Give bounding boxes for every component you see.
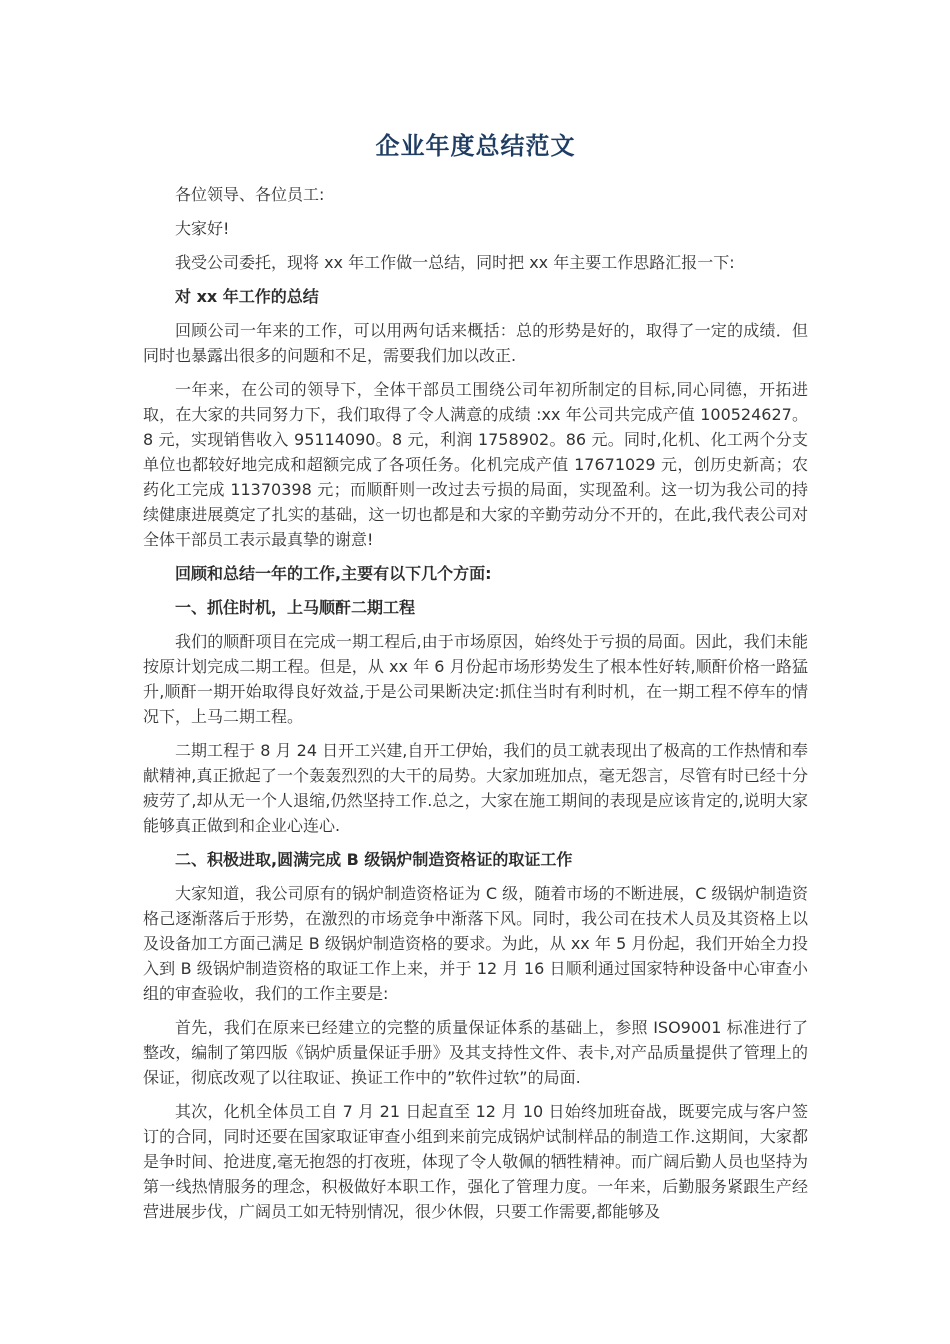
greeting-paragraph: 各位领导、各位员工: (175, 185, 325, 204)
body-paragraph: 大家知道，我公司原有的锅炉制造资格证为 C 级，随着市场的不断进展，C 级锅炉制造资格己逐渐落后于形势，在激烈的市场竞争中渐落下风。同时，我公司在技术人员及其资格上以及设备加工方面己满足 B 级锅炉制造资格的要求。为此，从 xx 年 5 月份起，我们开始全力投入到 B 级锅炉制造资格的取证工作上来，并于 12 月 16 日顺利通过国家特种设备中心审查小组的审查验收，我们的工作主要是: (143, 884, 808, 1003)
body-paragraph: 我们的顺酐项目在完成一期工程后,由于市场原因，始终处于亏损的局面。因此，我们未能按原计划完成二期工程。但是，从 xx 年 6 月份起市场形势发生了根本性好转,顺酐价格一路猛升,顺酐一期开始取得良好效益,于是公司果断决定:抓住当时有利时机，在一期工程不停车的情况下，上马二期工程。 (143, 632, 808, 726)
section-heading: 一、抓住时机，上马顺酐二期工程 (175, 598, 416, 617)
section-heading: 二、积极进取,圆满完成 B 级锅炉制造资格证的取证工作 (175, 850, 573, 869)
body-paragraph: 首先，我们在原来已经建立的完整的质量保证体系的基础上，参照 ISO9001 标准进行了整改，编制了第四版《锅炉质量保证手册》及其支持性文件、表卡,对产品质量提供了管理上的保证，彻底改观了以往取证、换证工作中的”软件过软”的局面. (143, 1018, 808, 1087)
document-body (143, 182, 808, 1224)
body-paragraph: 二期工程于 8 月 24 日开工兴建,自开工伊始，我们的员工就表现出了极高的工作热情和奉献精神,真正掀起了一个轰轰烈烈的大干的局势。大家加班加点，毫无怨言，尽管有时已经十分疲劳了,却从无一个人退缩,仍然坚持工作.总之，大家在施工期间的表现是应该肯定的,说明大家能够真正做到和企业心连心. (143, 741, 808, 835)
intro-paragraph: 我受公司委托，现将 xx 年工作做一总结，同时把 xx 年主要工作思路汇报一下: (175, 253, 735, 272)
document-title: 企业年度总结范文 (375, 132, 576, 160)
document-page (143, 128, 808, 1224)
section-heading: 回顾和总结一年的工作,主要有以下几个方面: (175, 564, 492, 583)
body-paragraph: 其次，化机全体员工自 7 月 21 日起直至 12 月 10 日始终加班奋战，既要完成与客户签订的合同，同时还要在国家取证审查小组到来前完成锅炉试制样品的制造工作.这期间，大家都是争时间、抢进度,毫无抱怨的打夜班，体现了令人敬佩的牺牲精神。而广阔后勤人员也坚持为第一线热情服务的理念，积极做好本职工作，强化了管理力度。一年来，后勤服务紧跟生产经营进展步伐，广阔员工如无特别情况，很少休假，只要工作需要,都能够及 (143, 1102, 808, 1221)
body-paragraph: 回顾公司一年来的工作，可以用两句话来概括：总的形势是好的，取得了一定的成绩．但同时也暴露出很多的问题和不足，需要我们加以改正. (143, 321, 808, 365)
section-heading: 对 xx 年工作的总结 (175, 287, 319, 306)
body-paragraph: 一年来，在公司的领导下，全体干部员工围绕公司年初所制定的目标,同心同德，开拓进取，在大家的共同努力下，我们取得了令人满意的成绩 :xx 年公司共完成产值 100524627。8 元，实现销售收入 95114090。8 元，利润 1758902。86 元。同时,化机、化工两个分支单位也都较好地完成和超额完成了各项任务。化机完成产值 17671029 元，创历史新高；农药化工完成 11370398 元；而顺酐则一改过去亏损的局面，实现盈利。这一切为我公司的持续健康进展奠定了扎实的基础，这一切也都是和大家的辛勤劳动分不开的，在此,我代表公司对全体干部员工表示最真挚的谢意! (143, 380, 808, 549)
salutation-paragraph: 大家好! (175, 219, 230, 238)
